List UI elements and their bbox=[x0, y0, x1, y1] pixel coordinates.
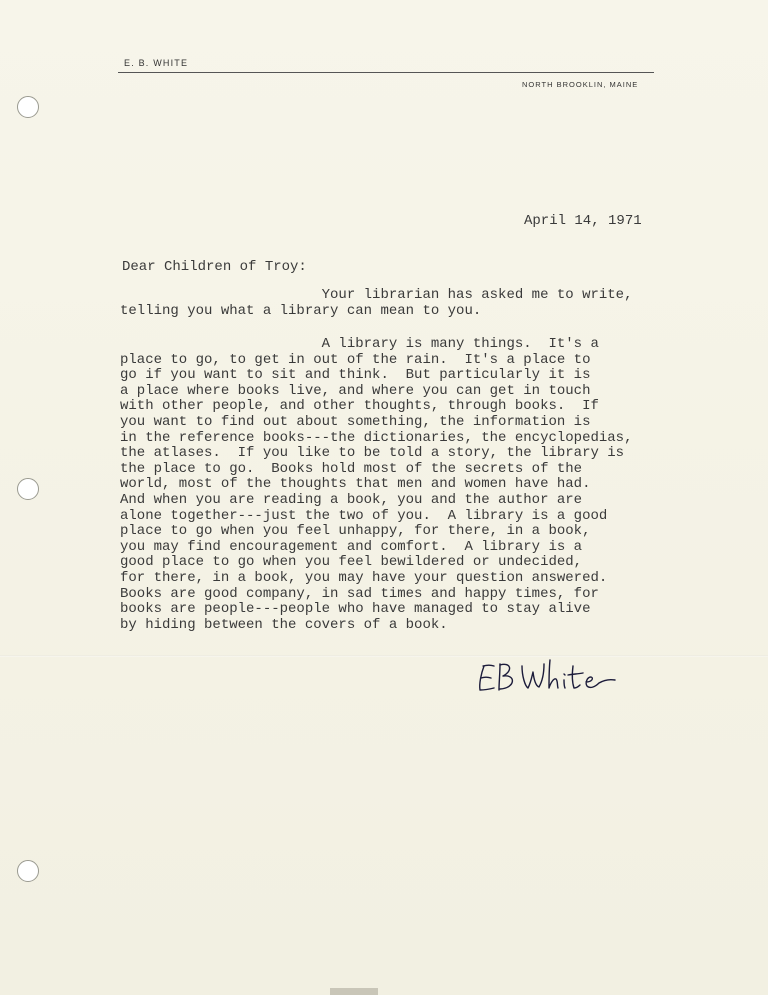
letter-date: April 14, 1971 bbox=[524, 213, 642, 229]
letterhead-name: E. B. WHITE bbox=[124, 58, 189, 68]
punch-hole bbox=[17, 478, 39, 500]
handwritten-signature bbox=[470, 652, 635, 702]
paragraph-intro: Your librarian has asked me to write, telling you what a library can mean to you. bbox=[120, 287, 633, 319]
letterhead-location: NORTH BROOKLIN, MAINE bbox=[522, 80, 639, 89]
paper-fold-line bbox=[0, 655, 768, 657]
salutation: Dear Children of Troy: bbox=[122, 259, 307, 275]
letterhead-rule bbox=[118, 72, 654, 73]
punch-hole bbox=[17, 860, 39, 882]
punch-hole bbox=[17, 96, 39, 118]
paragraph-body: A library is many things. It's a place to go, to get in out of the rain. It's a place to go if you want to sit and think. But particularly it is a place where books live, and where you can get in touch with other people, and other thoughts, through books. If you want to find out about something, the information is in the reference books---the dictionaries, the encyclopedias, the atlases. If you like to be told a story, the library is the place to go. Books hold most of the secrets of the world, most of the thoughts that men and women have had. And when you are reading a book, you and the author are alone together---just the two of you. A library is a good place to go when you feel unhappy, for there, in a book, you may find encouragement and comfort. A library is a good place to go when you feel bewildered or undecided, for there, in a book, you may have your question answered. Books are good company, in sad times and happy times, for books are people---people who have managed to stay alive by hiding between the covers of a book. bbox=[120, 336, 633, 633]
page-edge-mark bbox=[330, 988, 378, 995]
